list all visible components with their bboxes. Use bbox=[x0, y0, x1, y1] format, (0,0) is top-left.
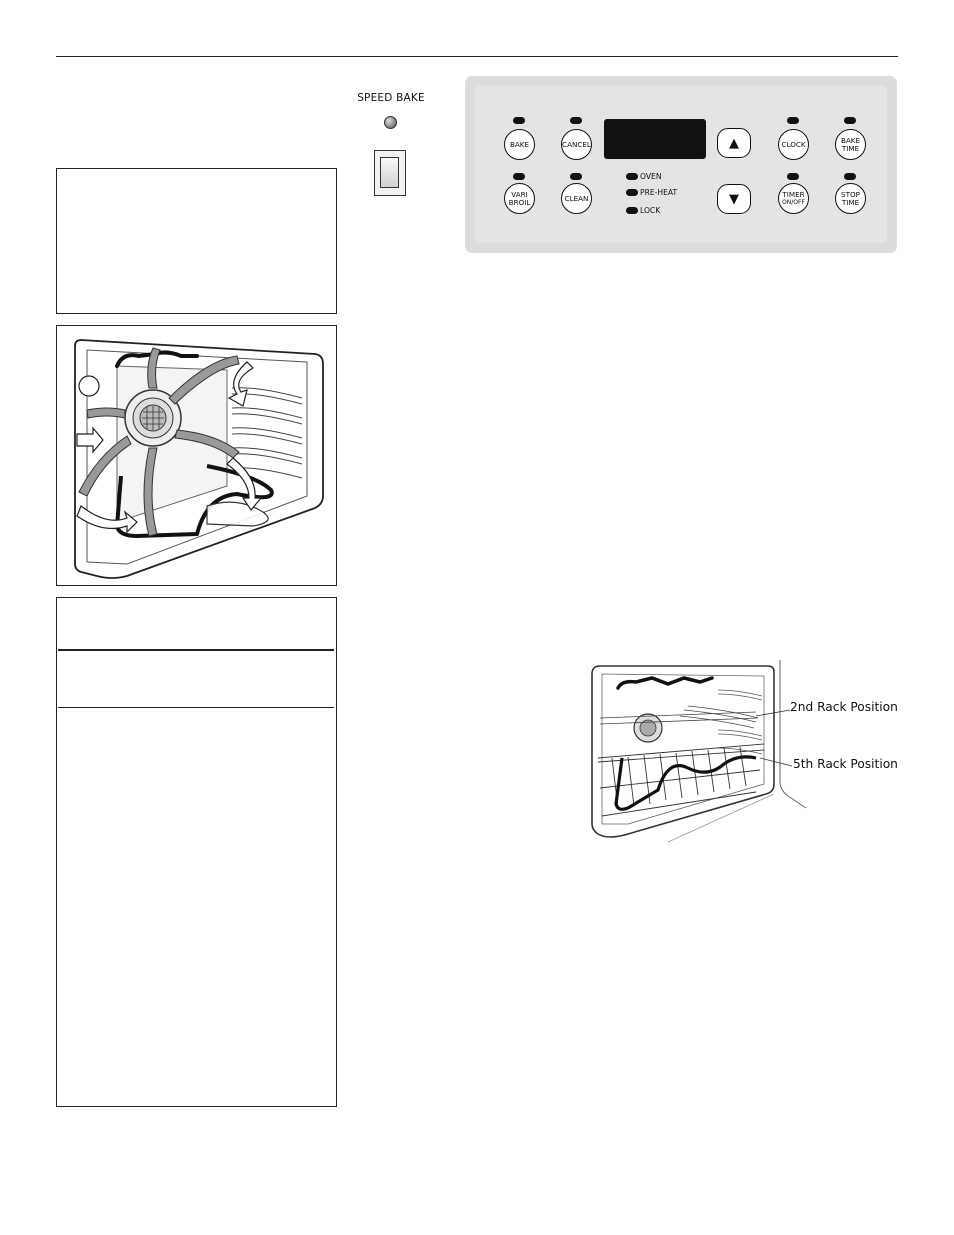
control-panel-face bbox=[475, 86, 887, 243]
down-arrow-button[interactable] bbox=[717, 184, 751, 214]
up-arrow-button[interactable] bbox=[717, 128, 751, 158]
bake-time-led bbox=[844, 117, 856, 124]
bake-button[interactable] bbox=[504, 129, 535, 160]
oven-indicator bbox=[626, 172, 662, 181]
clock-button-label: CLOCK bbox=[781, 139, 806, 149]
speed-bake-rocker[interactable] bbox=[380, 157, 399, 188]
bake-button-label: BAKE bbox=[509, 139, 530, 149]
down-arrow-icon: ▼ bbox=[729, 191, 739, 207]
cancel-button-label: CANCEL bbox=[562, 139, 591, 149]
speed-bake-indicator-light bbox=[384, 116, 397, 129]
timer-led bbox=[787, 173, 799, 180]
clean-led bbox=[570, 173, 582, 180]
speed-bake-switch[interactable] bbox=[374, 150, 406, 196]
lock-indicator-label: LOCK bbox=[640, 206, 661, 215]
clean-button[interactable] bbox=[561, 183, 592, 214]
clock-button[interactable] bbox=[778, 129, 809, 160]
timer-button[interactable] bbox=[778, 183, 809, 214]
timer-label-line2: ON/OFF bbox=[782, 198, 805, 206]
oven-display bbox=[604, 119, 706, 159]
bake-time-button[interactable] bbox=[835, 129, 866, 160]
rack-label-2nd: 2nd Rack Position bbox=[790, 700, 898, 714]
oven-indicator-light bbox=[626, 173, 638, 180]
stop-time-led bbox=[844, 173, 856, 180]
table-divider-2 bbox=[58, 707, 334, 708]
vari-broil-button[interactable] bbox=[504, 183, 535, 214]
stop-time-label-line1: STOP bbox=[841, 189, 860, 199]
cancel-button[interactable] bbox=[561, 129, 592, 160]
bake-time-label-line2: TIME bbox=[841, 143, 860, 153]
clock-led bbox=[787, 117, 799, 124]
preheat-indicator-label: PRE-HEAT bbox=[640, 188, 678, 197]
header-rule bbox=[56, 56, 898, 57]
timer-label-line1: TIMER bbox=[782, 189, 805, 199]
preheat-indicator-light bbox=[626, 189, 638, 196]
vari-broil-led bbox=[513, 173, 525, 180]
vari-broil-label-line2: BROIL bbox=[508, 197, 531, 207]
lock-indicator-light bbox=[626, 207, 638, 214]
bake-led bbox=[513, 117, 525, 124]
convection-airflow-figure-box bbox=[56, 325, 337, 586]
stop-time-label-line2: TIME bbox=[841, 197, 860, 207]
oven-indicator-label: OVEN bbox=[640, 172, 662, 181]
lock-indicator bbox=[626, 206, 660, 215]
clean-button-label: CLEAN bbox=[564, 193, 589, 203]
up-arrow-icon: ▲ bbox=[729, 135, 739, 151]
info-table-box bbox=[56, 597, 337, 1107]
cancel-led bbox=[570, 117, 582, 124]
stop-time-button[interactable] bbox=[835, 183, 866, 214]
rack-position-illustration bbox=[588, 658, 810, 844]
speed-bake-label: SPEED BAKE bbox=[357, 92, 425, 104]
bake-time-label-line1: BAKE bbox=[840, 135, 861, 145]
vari-broil-label-line1: VARI bbox=[511, 189, 528, 199]
preheat-indicator bbox=[626, 188, 677, 197]
convection-airflow-illustration bbox=[57, 326, 335, 584]
table-divider-1 bbox=[58, 649, 334, 651]
rack-label-5th: 5th Rack Position bbox=[793, 757, 898, 771]
info-box-empty bbox=[56, 168, 337, 314]
